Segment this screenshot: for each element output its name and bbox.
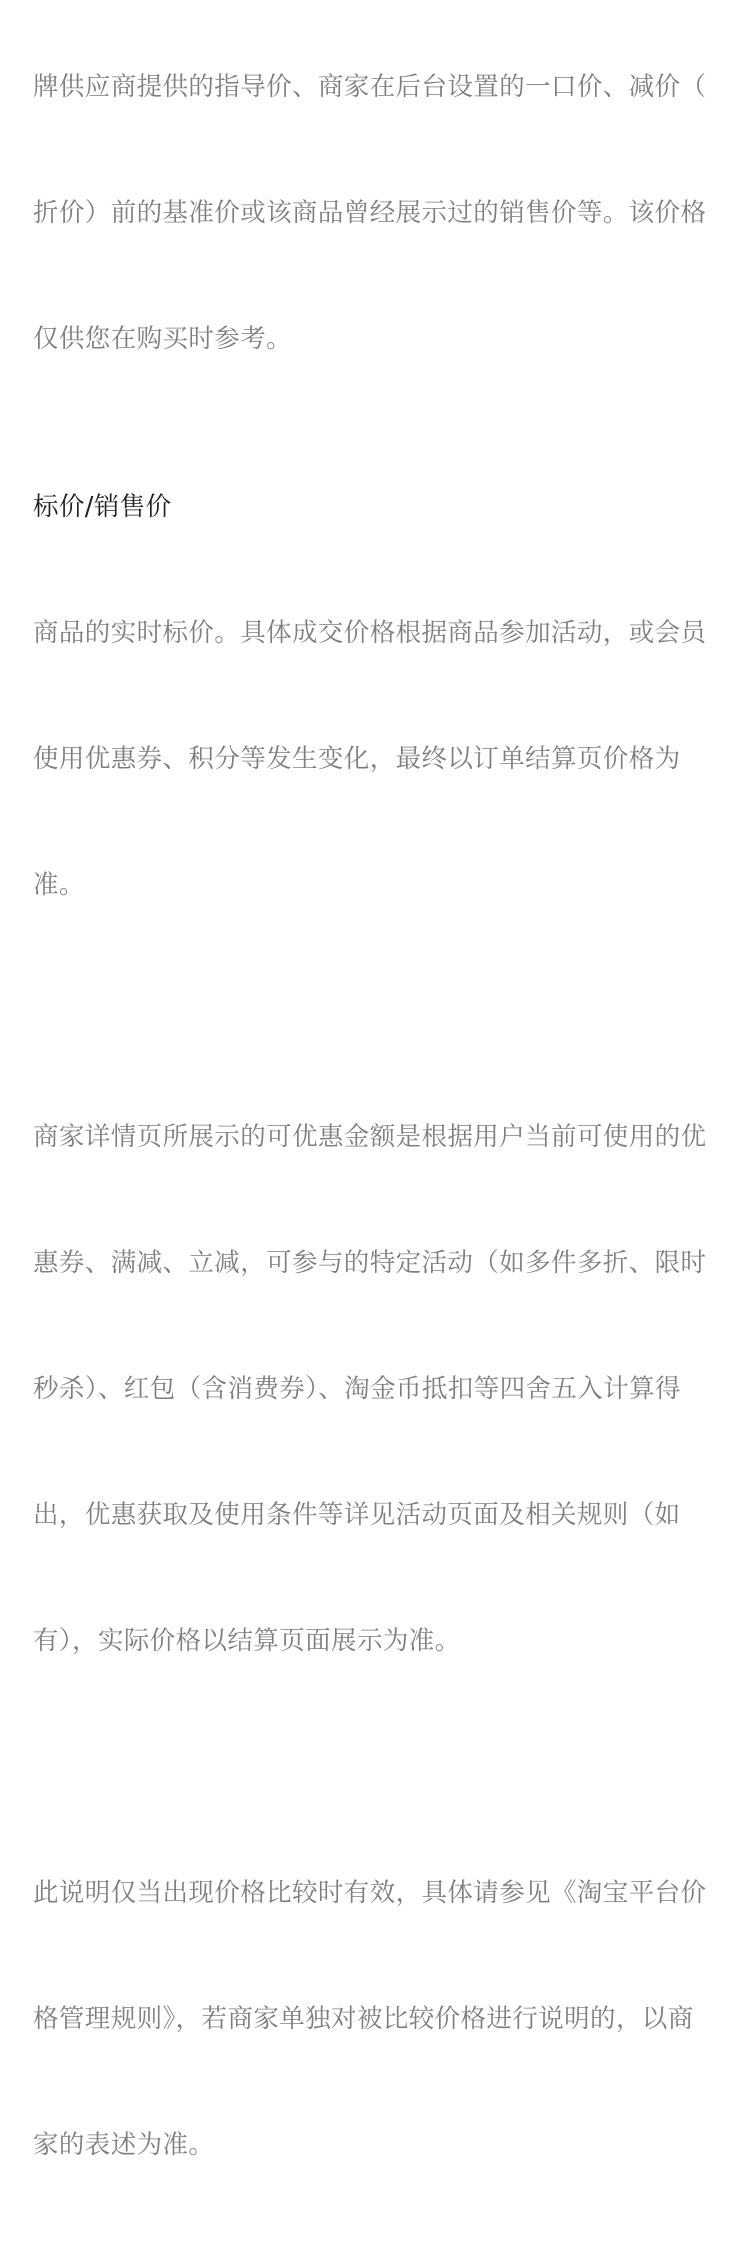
- paragraph-spacer: [33, 1746, 717, 1788]
- price-explanation-content: [33, 0, 717, 2250]
- intro-line: 仅供您在购买时参考。: [33, 324, 293, 354]
- label-price-line: 准。: [33, 870, 85, 900]
- discount-line: 出，优惠获取及使用条件等详见活动页面及相关规则（如: [33, 1500, 681, 1530]
- note-line: 此说明仅当出现价格比较时有效，具体请参见《淘宝平台价: [33, 1878, 707, 1908]
- label-price-paragraph: [33, 528, 717, 990]
- note-line: 家的表述为准。: [33, 2130, 215, 2160]
- intro-line: 折价）前的基准价或该商品曾经展示过的销售价等。该价格: [33, 198, 707, 228]
- note-paragraph: [33, 1788, 717, 2250]
- discount-line: 商家详情页所展示的可优惠金额是根据用户当前可使用的优: [33, 1122, 707, 1152]
- intro-line: 牌供应商提供的指导价、商家在后台设置的一口价、减价（: [33, 72, 707, 102]
- label-price-line: 商品的实时标价。具体成交价格根据商品参加活动，或会员: [33, 618, 707, 648]
- intro-paragraph: [33, 0, 717, 444]
- discount-line: 秒杀）、红包（含消费券）、淘金币抵扣等四舍五入计算得: [33, 1374, 681, 1404]
- discount-paragraph: [33, 1032, 717, 1746]
- paragraph-spacer: [33, 990, 717, 1032]
- label-price-line: 使用优惠券、积分等发生变化，最终以订单结算页价格为: [33, 744, 681, 774]
- discount-line: 惠券、满减、立减，可参与的特定活动（如多件多折、限时: [33, 1248, 707, 1278]
- paragraph-spacer: [33, 444, 717, 486]
- discount-line: 有），实际价格以结算页面展示为准。: [33, 1626, 461, 1656]
- note-line: 格管理规则》，若商家单独对被比较价格进行说明的，以商: [33, 2004, 694, 2034]
- label-price-heading: 标价/销售价: [33, 492, 172, 522]
